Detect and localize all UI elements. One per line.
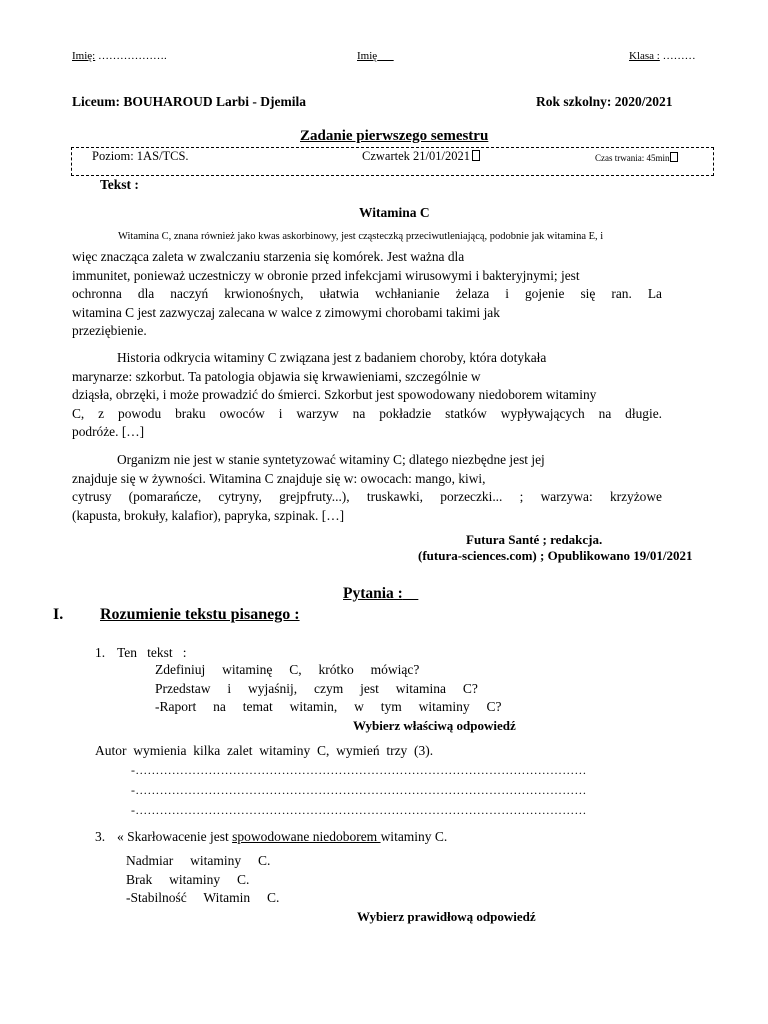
q2-text: Autor wymienia kilka zalet witaminy C, wymień trzy (3).: [95, 743, 434, 758]
name-field-1: [72, 50, 167, 62]
q3-underlined: spowodowane niedoborem: [232, 829, 381, 844]
class-field: [629, 50, 696, 62]
paragraph-1: [72, 248, 662, 341]
paragraph-1-line: przeziębienie.: [72, 323, 147, 338]
paragraph-3-line: Organizm nie jest w stanie syntetyzować witaminy C; dlatego niezbędne jest jej: [117, 452, 545, 467]
q1-instruction: Wybierz właściwą odpowiedź: [353, 718, 516, 733]
q2-answer-line-1[interactable]: -…………………………………………………………………………………………………: [131, 763, 587, 777]
section-numeral: I.: [53, 606, 64, 623]
q3-number: 3.: [95, 829, 106, 844]
name-blank-2: [377, 50, 394, 62]
exam-date-text: Czwartek 21/01/2021: [362, 149, 470, 163]
q2-answer-line-2[interactable]: -…………………………………………………………………………………………………: [131, 783, 587, 797]
checkbox-icon: [472, 150, 480, 161]
q3-option-2[interactable]: Brak witaminy C.: [126, 872, 250, 887]
paragraph-2-line: marynarze: szkorbut. Ta patologia objawia się krwawieniami, szczególnie w: [72, 368, 481, 384]
exam-level: Poziom: 1AS/TCS.: [92, 149, 189, 163]
class-dots: ………: [659, 50, 696, 62]
name-field-2: [357, 50, 394, 62]
paragraph-3: [72, 451, 662, 525]
q1-option-2[interactable]: Przedstaw i wyjaśnij, czym jest witamina C?: [155, 681, 478, 696]
name-dots-1: ……………….: [95, 50, 167, 62]
paragraph-1-line: więc znacząca zaleta w zwalczaniu starzenia się komórek. Jest ważna dla: [72, 249, 465, 264]
exam-date: [362, 149, 480, 164]
paragraph-3-line: cytrusy (pomarańcze, cytryny, grejpfruty...), truskawki, porzeczki... ; warzywa: krzyżowe: [72, 489, 662, 504]
source-line-1: Futura Santé ; redakcja.: [466, 532, 603, 547]
source-line-2: (futura-sciences.com) ; Opublikowano 19/01/2021: [418, 548, 693, 563]
exam-duration: [595, 152, 678, 163]
checkbox-icon: [670, 152, 678, 162]
q3-option-1[interactable]: Nadmiar witaminy C.: [126, 853, 271, 868]
q1-option-3[interactable]: -Raport na temat witamin, w tym witaminy C?: [155, 699, 502, 714]
paragraph-1-line: ochronna dla naczyń krwionośnych, ułatwia wchłanianie żelaza i gojenie się ran. La: [72, 286, 662, 301]
paragraph-2-line: podróże. […]: [72, 424, 145, 439]
paragraph-2-line: Historia odkrycia witaminy C związana jest z badaniem choroby, która dotykała: [117, 350, 547, 365]
q3-suffix: witaminy C.: [380, 829, 448, 844]
text-title: Witamina C: [359, 205, 430, 220]
q3-prefix: « Skarłowacenie jest: [117, 829, 233, 844]
questions-heading: Pytania :: [343, 585, 403, 602]
exam-title: Zadanie pierwszego semestru: [300, 128, 489, 144]
section-title: Rozumienie tekstu pisanego :: [100, 606, 300, 623]
q2-answer-line-3[interactable]: -…………………………………………………………………………………………………: [131, 803, 587, 817]
paragraph-1-line-1: Witamina C, znana również jako kwas askorbinowy, jest cząsteczką przeciwutleniającą, podobnie jak witamina E, i: [118, 231, 604, 242]
class-label: Klasa :: [629, 50, 660, 62]
paragraph-3-line: znajduje się w żywności. Witamina C znajduje się w: owocach: mango, kiwi,: [72, 470, 486, 486]
q1-option-1[interactable]: Zdefiniuj witaminę C, krótko mówiąc?: [155, 662, 420, 677]
q3-instruction: Wybierz prawidłową odpowiedź: [357, 909, 536, 924]
school-name: Liceum: BOUHAROUD Larbi - Djemila: [72, 94, 306, 109]
paragraph-2-line: dziąsła, obrzęki, i może prowadzić do śmierci. Szkorbut jest spowodowany niedoborem witaminy: [72, 387, 597, 402]
text-label: Tekst :: [100, 177, 139, 192]
name-label-1: Imię:: [72, 50, 96, 62]
paragraph-3-line: (kapusta, brokuły, kalafior), papryka, szpinak. […]: [72, 507, 345, 523]
school-year: Rok szkolny: 2020/2021: [536, 94, 673, 109]
name-label-2: Imię: [357, 50, 378, 62]
paragraph-1-line: immunitet, ponieważ uczestniczy w obronie przed infekcjami wirusowymi i bakteryjnymi; jest: [72, 267, 580, 283]
q3-option-3[interactable]: -Stabilność Witamin C.: [126, 890, 280, 905]
exam-duration-text: Czas trwania: 45min: [595, 153, 670, 163]
q1-number: 1.: [95, 645, 106, 660]
q1-stem: Ten tekst :: [117, 645, 187, 660]
paragraph-1-line: witamina C jest zazwyczaj zalecana w walce z zimowymi chorobami takimi jak: [72, 304, 500, 320]
q3-stem: [117, 829, 447, 845]
paragraph-2-line: C, z powodu braku owoców i warzyw na pokładzie statków wypływających na długie.: [72, 405, 662, 421]
paragraph-2: [72, 349, 662, 442]
